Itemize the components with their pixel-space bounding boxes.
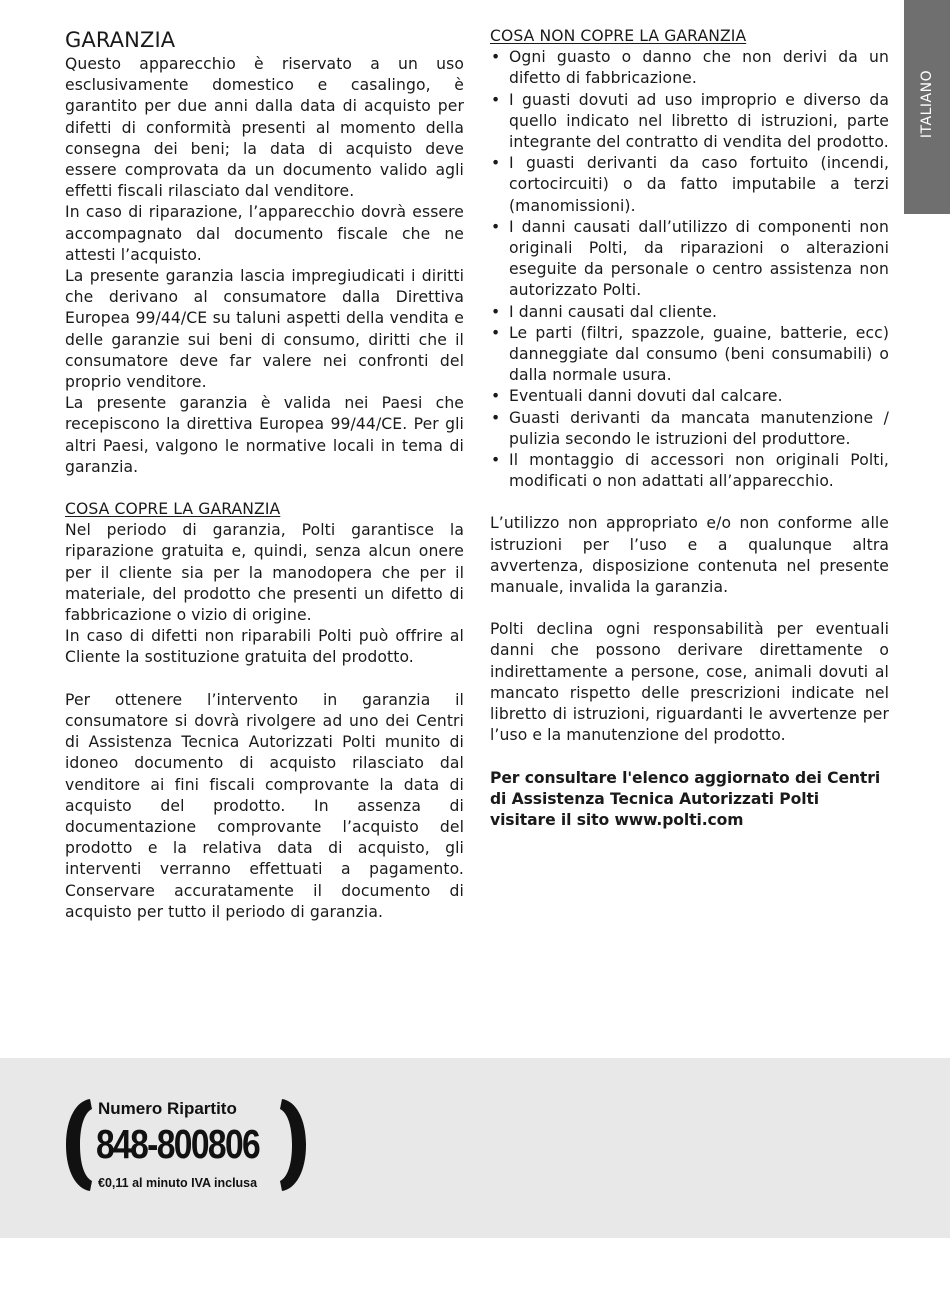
intro-paragraph: Questo apparecchio è riservato a un uso esclusivamente domestico e casalingo, è garantito per due anni dalla data di acquisto per difetti di conformità presenti al momento della consegna dei beni; la data di acquisto deve essere comprovata da un documento valido agli effetti fiscali rilasciato dal venditore. xyxy=(65,55,464,201)
phone-label: Numero Ripartito xyxy=(98,1099,237,1118)
left-column xyxy=(65,26,464,923)
covered-paragraph: In caso di difetti non riparabili Polti può offrire al Cliente la sostituzione gratuita del prodotto. xyxy=(65,627,464,667)
not-covered-heading: COSA NON COPRE LA GARANZIA xyxy=(490,27,747,45)
phone-number-block xyxy=(62,1097,312,1193)
language-tab-label: ITALIANO xyxy=(919,69,935,139)
list-item: • I guasti derivanti da caso fortuito (incendi, cortocircuiti) o da fatto imputabile a terzi (manomissioni). xyxy=(490,153,889,217)
list-item: • I guasti dovuti ad uso improprio e diverso da quello indicato nel libretto di istruzioni, parte integrante del contratto di vendita del prodotto. xyxy=(490,90,889,154)
phone-number: 848-800806 xyxy=(96,1121,260,1167)
right-bracket-icon xyxy=(276,1097,310,1193)
left-bracket-icon xyxy=(62,1097,96,1193)
intro-paragraph: La presente garanzia è valida nei Paesi che recepiscono la direttiva Europea 99/44/CE. Per gli altri Paesi, valgono le normative locali in tema di garanzia. xyxy=(65,394,464,476)
intro-paragraph: In caso di riparazione, l’apparecchio dovrà essere accompagnato dal documento fiscale che ne attesti l’acquisto. xyxy=(65,203,464,264)
list-item: • I danni causati dall’utilizzo di componenti non originali Polti, da riparazioni o alterazioni eseguite da personale o centro assistenza non autorizzato Polti. xyxy=(490,217,889,302)
service-centers-note: Per consultare l'elenco aggiornato dei Centri di Assistenza Tecnica Autorizzati Polti visitare il sito www.polti.com xyxy=(490,768,881,829)
right-column xyxy=(490,26,889,831)
list-item: • Le parti (filtri, spazzole, guaine, batterie, ecc) danneggiate dal consumo (beni consumabili) o dalla normale usura. xyxy=(490,323,889,387)
covered-heading: COSA COPRE LA GARANZIA xyxy=(65,500,281,519)
misuse-paragraph: L’utilizzo non appropriato e/o non conforme alle istruzioni per l’uso e a qualunque altra avvertenza, disposizione contenuta nel presente manuale, invalida la garanzia. xyxy=(490,514,889,597)
language-tab xyxy=(904,0,950,214)
list-item: • Il montaggio di accessori non originali Polti, modificati o non adattati all’apparecchio. xyxy=(490,450,889,492)
list-item: • Ogni guasto o danno che non derivi da un difetto di fabbricazione. xyxy=(490,47,889,89)
phone-rate: €0,11 al minuto IVA inclusa xyxy=(98,1176,258,1190)
list-item: • I danni causati dal cliente. xyxy=(490,302,889,323)
warranty-title: GARANZIA xyxy=(65,28,176,52)
covered-paragraph: Nel periodo di garanzia, Polti garantisce la riparazione gratuita e, quindi, senza alcun onere per il cliente sia per la manodopera che per il materiale, del prodotto che presenti un difetto di fabbricazione o vizio di origine. xyxy=(65,521,464,625)
liability-paragraph: Polti declina ogni responsabilità per eventuali danni che possono derivare direttamente o indirettamente a persone, cose, animali dovuti al mancato rispetto delle prescrizioni indicate nel libretto di istruzioni, riguardanti le avvertenze per l’uso e la manutenzione del prodotto. xyxy=(490,620,889,745)
list-item: • Guasti derivanti da mancata manutenzione / pulizia secondo le istruzioni del produttore. xyxy=(490,408,889,450)
service-paragraph: Per ottenere l’intervento in garanzia il consumatore si dovrà rivolgere ad uno dei Centri di Assistenza Tecnica Autorizzati Polti munito di idoneo documento di acquisto rilasciato dal venditore ai fini fiscali comprovante la data di acquisto del prodotto. In assenza di documentazione comprovante l’acquisto del prodotto e la relativa data di acquisto, gli interventi verranno effettuati a pagamento. Conservare accuratamente il documento di acquisto per tutto il periodo di garanzia. xyxy=(65,690,464,921)
intro-paragraph: La presente garanzia lascia impregiudicati i diritti che derivano al consumatore dalla Direttiva Europea 99/44/CE su taluni aspetti della vendita e delle garanzie sui beni di consumo, diritti che il consumatore deve far valere nei confronti del proprio venditore. xyxy=(65,267,464,392)
not-covered-list xyxy=(490,47,889,492)
list-item: • Eventuali danni dovuti dal calcare. xyxy=(490,386,889,407)
